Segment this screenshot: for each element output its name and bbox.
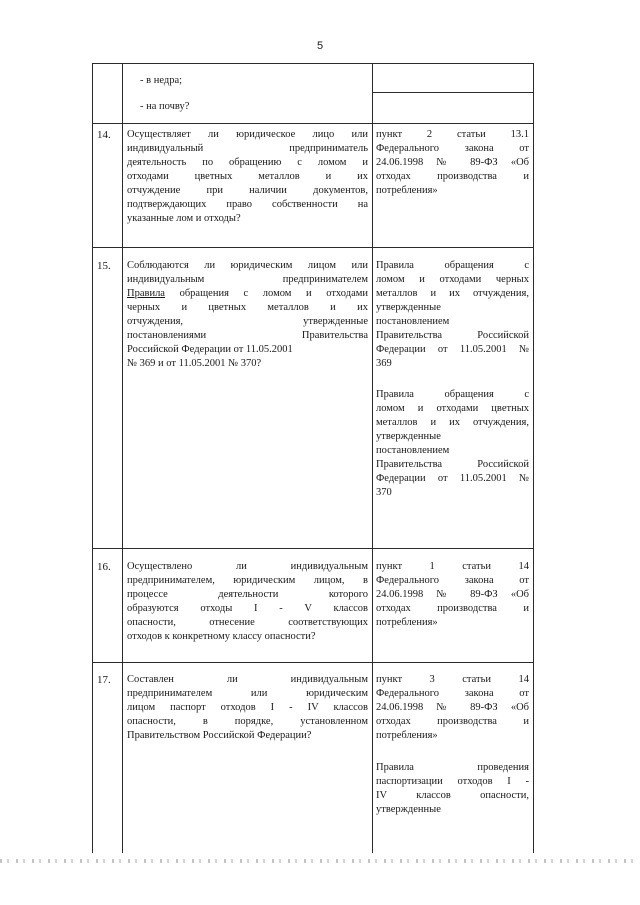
row-number: 14. xyxy=(97,129,111,141)
question-cell: Осуществляет ли юридическое лицо или индивидуальный предприниматель деятельность по обращению с ломом и отходами цветных металлов и их отчуждение при наличии документов, подтверждающих право собственности на указанные лом и отходы? xyxy=(127,129,368,224)
row-number: 16. xyxy=(97,561,111,573)
page-number: 5 xyxy=(316,40,324,52)
reference-cell: пункт 2 статьи 13.1 Федерального закона от 24.06.1998 № 89-ФЗ «Об отходах производства и потребления» xyxy=(376,129,529,196)
row-divider xyxy=(92,548,534,549)
table-border-left xyxy=(92,63,93,853)
table-border-top xyxy=(92,63,534,64)
scan-artifact xyxy=(0,859,640,863)
reference-cell: пункт 3 статьи 14 Федерального закона от 24.06.1998 № 89-ФЗ «Об отходах производства и потребления» Правила проведения паспортизации отходов I - IV классов опасности, утвержденные xyxy=(376,674,529,815)
row-divider xyxy=(92,662,534,663)
list-item: - на почву? xyxy=(140,101,190,112)
question-cell: Осуществлено ли индивидуальным предпринимателем, юридическим лицом, в процессе деятельности которого образуются отходы I - V классов опасности, отнесение соответствующих отходов к конкретному классу опасности? xyxy=(127,561,368,642)
row-number: 17. xyxy=(97,674,111,686)
row-number: 15. xyxy=(97,260,111,272)
question-cell: Соблюдаются ли юридическим лицом или индивидуальным предпринимателем Правила обращения с ломом и отходами черных и цветных металлов и их отчуждения, утвержденные постановлениями Правительства Российской Федерации от 11.05.2001 № 369 и от 11.05.2001 № 370? xyxy=(127,260,368,369)
table-border-right xyxy=(533,63,534,853)
row-divider xyxy=(92,123,534,124)
column-divider xyxy=(372,63,373,853)
reference-cell: пункт 1 статьи 14 Федерального закона от 24.06.1998 № 89-ФЗ «Об отходах производства и потребления» xyxy=(376,561,529,628)
rules-link[interactable]: Правила xyxy=(127,288,165,299)
row-divider xyxy=(92,247,534,248)
continuation-sub-divider xyxy=(372,92,534,93)
list-item: - в недра; xyxy=(140,75,183,86)
question-cell: Составлен ли индивидуальным предпринимателем или юридическим лицом паспорт отходов I - IV классов опасности, в порядке, установленном Правительством Российской Федерации? xyxy=(127,674,368,741)
reference-cell: Правила обращения с ломом и отходами черных металлов и их отчуждения, утвержденные постановлением Правительства Российской Федерации от 11.05.2001 № 369 Правила обращения с ломом и отходами цветных металлов и их отчуждения, утвержденные постановлением Правительства Российской Федерации от 11.05.2001 № 370 xyxy=(376,260,529,498)
column-divider xyxy=(122,63,123,853)
